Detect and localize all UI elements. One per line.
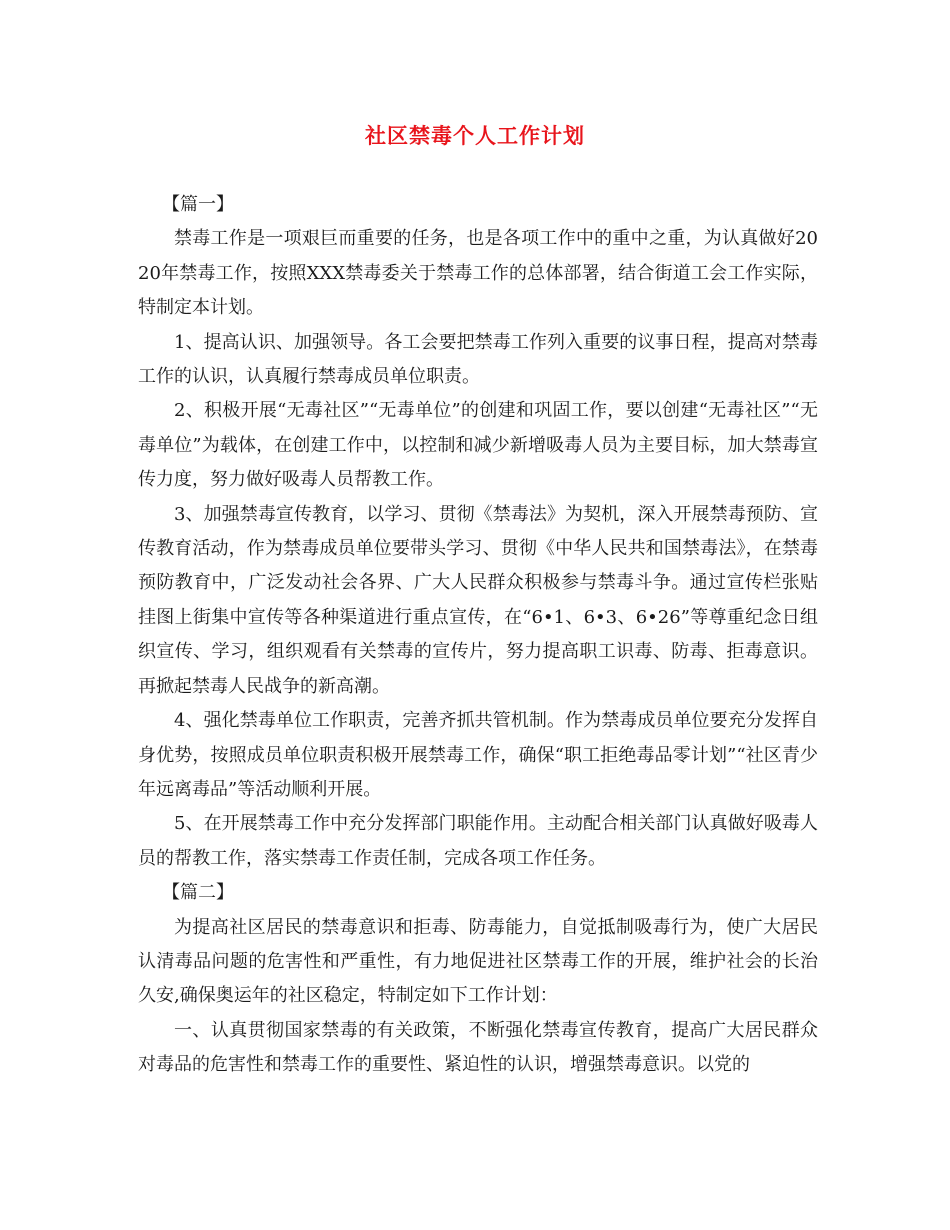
- paragraph: 5、在开展禁毒工作中充分发挥部门职能作用。主动配合相关部门认真做好吸毒人员的帮教工作，落实禁毒工作责任制，完成各项工作任务。: [138, 813, 818, 869]
- paragraph: 为提高社区居民的禁毒意识和拒毒、防毒能力，自觉抵制吸毒行为，使广大居民认清毒品问题的危害性和严重性，有力地促进社区禁毒工作的开展，维护社会的长治久安,确保奥运年的社区稳定，特制定如下工作计划：: [138, 916, 818, 1007]
- paragraph: 1、提高认识、加强领导。各工会要把禁毒工作列入重要的议事日程，提高对禁毒工作的认识，认真履行禁毒成员单位职责。: [138, 331, 818, 388]
- section-heading: 【篇一】: [162, 194, 234, 215]
- page-title: 社区禁毒个人工作计划: [365, 123, 585, 148]
- paragraph: 2、积极开展“无毒社区”“无毒单位”的创建和巩固工作，要以创建“无毒社区”“无毒单位”为载体，在创建工作中，以控制和减少新增吸毒人员为主要目标，加大禁毒宣传力度，努力做好吸毒人员帮教工作。: [138, 400, 818, 491]
- section-heading: 【篇二】: [162, 882, 234, 904]
- paragraph: 4、强化禁毒单位工作职责，完善齐抓共管机制。作为禁毒成员单位要充分发挥自身优势，按照成员单位职责积极开展禁毒工作，确保“职工拒绝毒品零计划”“社区青少年远离毒品”等活动顺利开展。: [138, 710, 818, 800]
- paragraph: 禁毒工作是一项艰巨而重要的任务，也是各项工作中的重中之重，为认真做好2020年禁毒工作，按照XXX禁毒委关于禁毒工作的总体部署，结合街道工会工作实际，特制定本计划。: [138, 228, 818, 319]
- paragraph: 3、加强禁毒宣传教育，以学习、贯彻《禁毒法》为契机，深入开展禁毒预防、宣传教育活动，作为禁毒成员单位要带头学习、贯彻《中华人民共和国禁毒法》，在禁毒预防教育中，广泛发动社会各界、广大人民群众积极参与禁毒斗争。通过宣传栏张贴挂图上街集中宣传等各种渠道进行重点宣传，在“6•1、6•3、6•26”等尊重纪念日组织宣传、学习，组织观看有关禁毒的宣传片，努力提高职工识毒、防毒、拒毒意识。再掀起禁毒人民战争的新高潮。: [138, 503, 818, 697]
- document-body: [138, 188, 818, 1083]
- paragraph: 一、认真贯彻国家禁毒的有关政策，不断强化禁毒宣传教育，提高广大居民群众对毒品的危害性和禁毒工作的重要性、紧迫性的认识，增强禁毒意识。以党的: [138, 1019, 818, 1076]
